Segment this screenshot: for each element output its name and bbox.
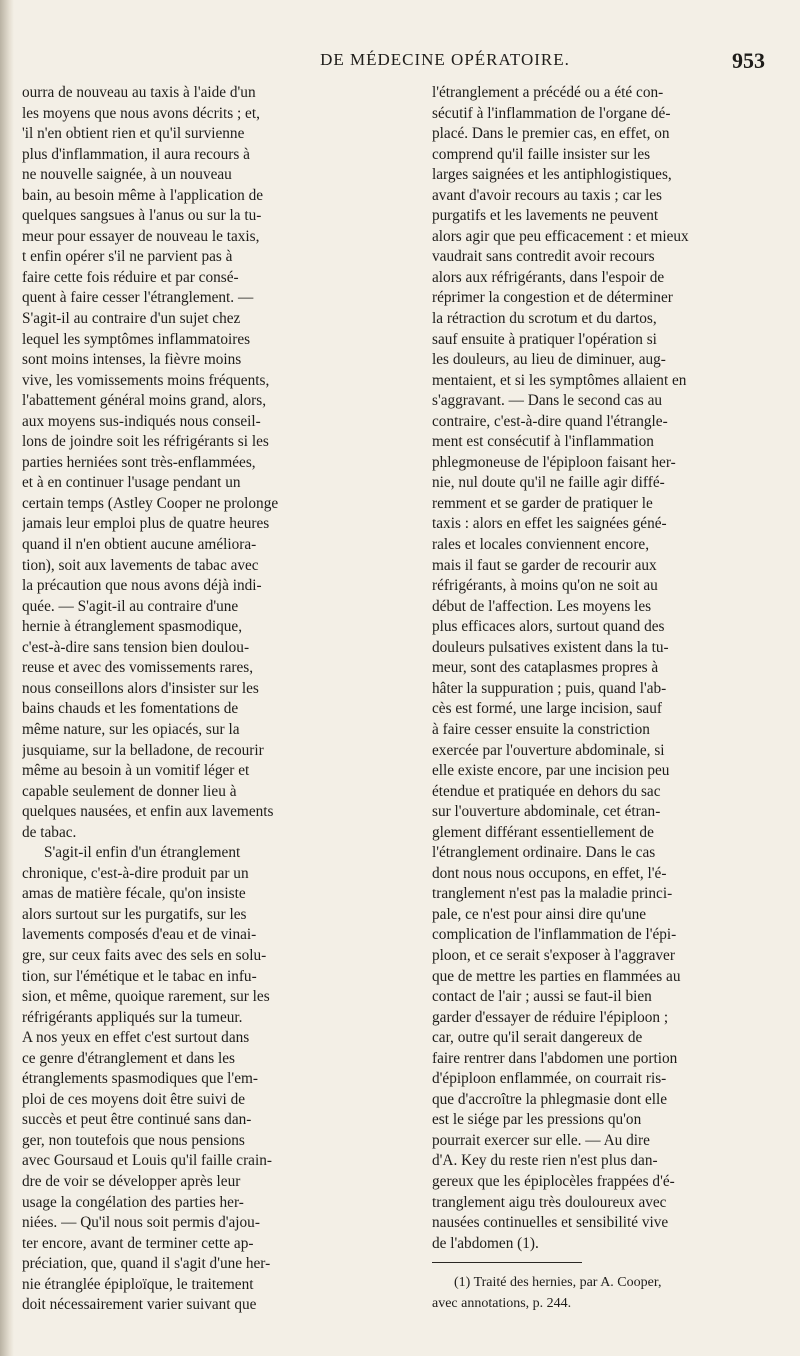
text-line: de l'abdomen (1). — [432, 1234, 539, 1252]
text-line: jusquiame, sur la belladone, de recourir — [22, 741, 264, 759]
text-line: ce genre d'étranglement et dans les — [22, 1049, 235, 1067]
text-line: A nos yeux en effet c'est surtout dans — [22, 1029, 250, 1047]
text-line: tion, sur l'émétique et le tabac en infu- — [22, 967, 257, 985]
text-line: faire rentrer dans l'abdomen une portion — [432, 1049, 678, 1067]
text-line: chronique, c'est-à-dire produit par un — [22, 864, 249, 882]
text-line: ploon, et ce serait s'exposer à l'aggraver — [432, 946, 675, 964]
text-line: dont nous nous occupons, en effet, l'é- — [432, 864, 667, 882]
text-line: ne nouvelle saignée, à un nouveau — [22, 166, 232, 184]
text-line: hernie à étranglement spasmodique, — [22, 618, 243, 636]
text-line: pourrait exercer sur elle. — Au dire — [432, 1131, 650, 1149]
text-line: s'aggravant. — Dans le second cas au — [432, 392, 663, 410]
text-line: d'épiploon enflammée, on courrait ris- — [432, 1070, 667, 1088]
text-line: parties herniées sont très-enflammées, — [22, 453, 256, 471]
text-line: nie, nul doute qu'il ne faille agir diffé- — [432, 474, 665, 492]
text-line: mais il faut se garder de recourir aux — [432, 556, 657, 574]
text-line: tion), soit aux lavements de tabac avec — [22, 556, 259, 574]
text-line: sécutif à l'inflammation de l'organe dé- — [432, 104, 671, 122]
text-line: avant d'avoir recours au taxis ; car les — [432, 186, 662, 204]
text-line: succès et peut être continué sans dan- — [22, 1111, 252, 1129]
text-line: réfrigérants, à moins qu'on ne soit au — [432, 577, 658, 595]
text-line: ploi de ces moyens doit être suivi de — [22, 1090, 246, 1108]
text-line: même au besoin à un vomitif léger et — [22, 762, 250, 780]
text-line: ourra de nouveau au taxis à l'aide d'un — [22, 84, 256, 101]
text-line: sur l'ouverture abdominale, cet étran- — [432, 803, 661, 821]
text-line: quelques sangsues à l'anus ou sur la tu- — [22, 207, 262, 225]
text-line: bain, au besoin même à l'application de — [22, 186, 264, 204]
text-line: dre de voir se développer après leur — [22, 1172, 241, 1190]
right-text-column — [432, 83, 788, 1314]
text-line: de tabac. — [22, 823, 77, 841]
running-head — [0, 50, 800, 80]
text-line: plus d'inflammation, il aura recours à — [22, 145, 250, 163]
text-line: complication de l'inflammation de l'épi- — [432, 926, 677, 944]
text-line: tranglement aigu très douloureux avec — [432, 1193, 667, 1211]
text-line: alors agir que peu efficacement : et mieux — [432, 227, 689, 245]
text-line: les douleurs, au lieu de diminuer, aug- — [432, 351, 666, 369]
text-line: que d'accroître la phlegmasie dont elle — [432, 1090, 668, 1108]
text-line: lequel les symptômes inflammatoires — [22, 330, 251, 348]
text-line: sion, et même, quoique rarement, sur les — [22, 988, 270, 1006]
text-line: est le siége par les pressions qu'on — [432, 1111, 642, 1129]
text-line: vaudrait sans contredit avoir recours — [432, 248, 655, 266]
text-line: vive, les vomissements moins fréquents, — [22, 371, 270, 389]
text-line: nie étranglée épiploïque, le traitement — [22, 1275, 254, 1293]
text-line: taxis : alors en effet les saignées géné- — [432, 515, 667, 533]
text-line: hâter la suppuration ; puis, quand l'ab- — [432, 679, 667, 697]
text-line: 'il n'en obtient rien et qu'il survienne — [22, 125, 245, 143]
text-line: contraire, c'est-à-dire quand l'étrangle- — [432, 412, 668, 430]
running-title: DE MÉDECINE OPÉRATOIRE. — [320, 50, 570, 69]
text-line: réfrigérants appliqués sur la tumeur. — [22, 1008, 243, 1026]
text-line: et à en continuer l'usage pendant un — [22, 474, 241, 492]
text-line: mentaient, et si les symptômes allaient en — [432, 371, 687, 389]
text-line: S'agit-il au contraire d'un sujet chez — [22, 310, 241, 328]
text-line: doit nécessairement varier suivant que — [22, 1296, 257, 1314]
text-line: exercée par l'ouverture abdominale, si — [432, 741, 665, 759]
footnote-line: avec annotations, p. 244. — [432, 1295, 572, 1311]
text-line: ger, non toutefois que nous pensions — [22, 1131, 245, 1149]
text-line: début de l'affection. Les moyens les — [432, 597, 652, 615]
text-line: que de mettre les parties en flammées au — [432, 967, 681, 985]
text-line: même nature, sur les opiacés, sur la — [22, 720, 240, 738]
text-line: quée. — S'agit-il au contraire d'une — [22, 597, 239, 615]
text-line: quand il n'en obtient aucune améliora- — [22, 536, 257, 554]
text-line: pale, ce n'est pour ainsi dire qu'une — [432, 905, 647, 923]
text-line: purgatifs et les lavements ne peuvent — [432, 207, 659, 225]
text-line: S'agit-il enfin d'un étranglement — [44, 844, 241, 862]
text-line: la précaution que nous avons déjà indi- — [22, 577, 262, 595]
text-line: t enfin opérer s'il ne parvient pas à — [22, 248, 233, 266]
text-line: étendue et pratiquée en dehors du sac — [432, 782, 661, 800]
text-line: jamais leur emploi plus de quatre heures — [22, 515, 270, 533]
text-line: ter encore, avant de terminer cette ap- — [22, 1234, 254, 1252]
text-line: préciation, que, quand il s'agit d'une her- — [22, 1255, 271, 1273]
text-line: alors surtout sur les purgatifs, sur les — [22, 905, 247, 923]
text-line: usage la congélation des parties her- — [22, 1193, 244, 1211]
text-line: garder d'essayer de réduire l'épiploon ; — [432, 1008, 669, 1026]
text-line: contact de l'air ; aussi se faut-il bien — [432, 988, 652, 1006]
text-line: plus efficaces alors, surtout quand des — [432, 618, 665, 636]
text-line: gereux que les épiplocèles frappées d'é- — [432, 1172, 675, 1190]
text-line: amas de matière fécale, qu'on insiste — [22, 885, 246, 903]
text-line: bains chauds et les fomentations de — [22, 700, 239, 718]
text-line: alors aux réfrigérants, dans l'espoir de — [432, 268, 665, 286]
page-binding-shadow — [0, 0, 14, 1356]
footnote-line: (1) Traité des hernies, par A. Cooper, — [454, 1275, 662, 1291]
text-line: l'abattement général moins grand, alors, — [22, 392, 267, 410]
text-line: à faire cesser ensuite la constriction — [432, 720, 650, 738]
text-line: avec Goursaud et Louis qu'il faille crain- — [22, 1152, 272, 1170]
text-line: comprend qu'il faille insister sur les — [432, 145, 651, 163]
text-line: l'étranglement a précédé ou a été con- — [432, 84, 664, 101]
text-line: les moyens que nous avons décrits ; et, — [22, 104, 260, 122]
text-line: nous conseillons alors d'insister sur les — [22, 679, 259, 697]
footnote-rule — [432, 1262, 582, 1263]
text-line: niées. — Qu'il nous soit permis d'ajou- — [22, 1214, 260, 1232]
text-line: certain temps (Astley Cooper ne prolonge — [22, 494, 279, 512]
text-line: rales et locales conviennent encore, — [432, 536, 650, 554]
text-line: étranglements spasmodiques que l'em- — [22, 1070, 258, 1088]
text-line: remment et se garder de pratiquer le — [432, 494, 653, 512]
text-line: gre, sur ceux faits avec des sels en solu- — [22, 946, 267, 964]
text-line: douleurs pulsatives existent dans la tu- — [432, 638, 669, 656]
text-line: meur, sont des cataplasmes propres à — [432, 659, 659, 677]
text-line: elle existe encore, par une incision peu — [432, 762, 670, 780]
text-line: quelques nausées, et enfin aux lavements — [22, 803, 274, 821]
text-line: reuse et avec des vomissements rares, — [22, 659, 254, 677]
text-line: larges saignées et les antiphlogistiques, — [432, 166, 672, 184]
text-line: car, outre qu'il serait dangereux de — [432, 1029, 643, 1047]
text-line: ment est consécutif à l'inflammation — [432, 433, 654, 451]
text-line: aux moyens sus-indiqués nous conseil- — [22, 412, 261, 430]
text-line: nausées continuelles et sensibilité vive — [432, 1214, 669, 1232]
text-line: cès est formé, une large incision, sauf — [432, 700, 662, 718]
text-line: lavements composés d'eau et de vinai- — [22, 926, 257, 944]
text-line: sauf ensuite à pratiquer l'opération si — [432, 330, 657, 348]
text-line: réprimer la congestion et de déterminer — [432, 289, 673, 307]
text-line: l'étranglement ordinaire. Dans le cas — [432, 844, 656, 862]
left-text-column — [22, 83, 378, 1316]
text-line: meur pour essayer de nouveau le taxis, — [22, 227, 260, 245]
text-line: glement différant essentiellement de — [432, 823, 654, 841]
text-line: d'A. Key du reste rien n'est plus dan- — [432, 1152, 658, 1170]
text-line: c'est-à-dire sans tension bien doulou- — [22, 638, 250, 656]
text-line: tranglement n'est pas la maladie princi- — [432, 885, 673, 903]
text-line: placé. Dans le premier cas, en effet, on — [432, 125, 670, 143]
text-line: capable seulement de donner lieu à — [22, 782, 237, 800]
text-line: phlegmoneuse de l'épiploon faisant her- — [432, 453, 676, 471]
text-line: faire cette fois réduire et par consé- — [22, 268, 239, 286]
text-line: lons de joindre soit les réfrigérants si les — [22, 433, 269, 451]
text-line: sont moins intenses, la fièvre moins — [22, 351, 242, 369]
page-number: 953 — [732, 48, 765, 73]
text-line: quent à faire cesser l'étranglement. — — [22, 289, 254, 307]
text-line: la rétraction du scrotum et du dartos, — [432, 310, 657, 328]
